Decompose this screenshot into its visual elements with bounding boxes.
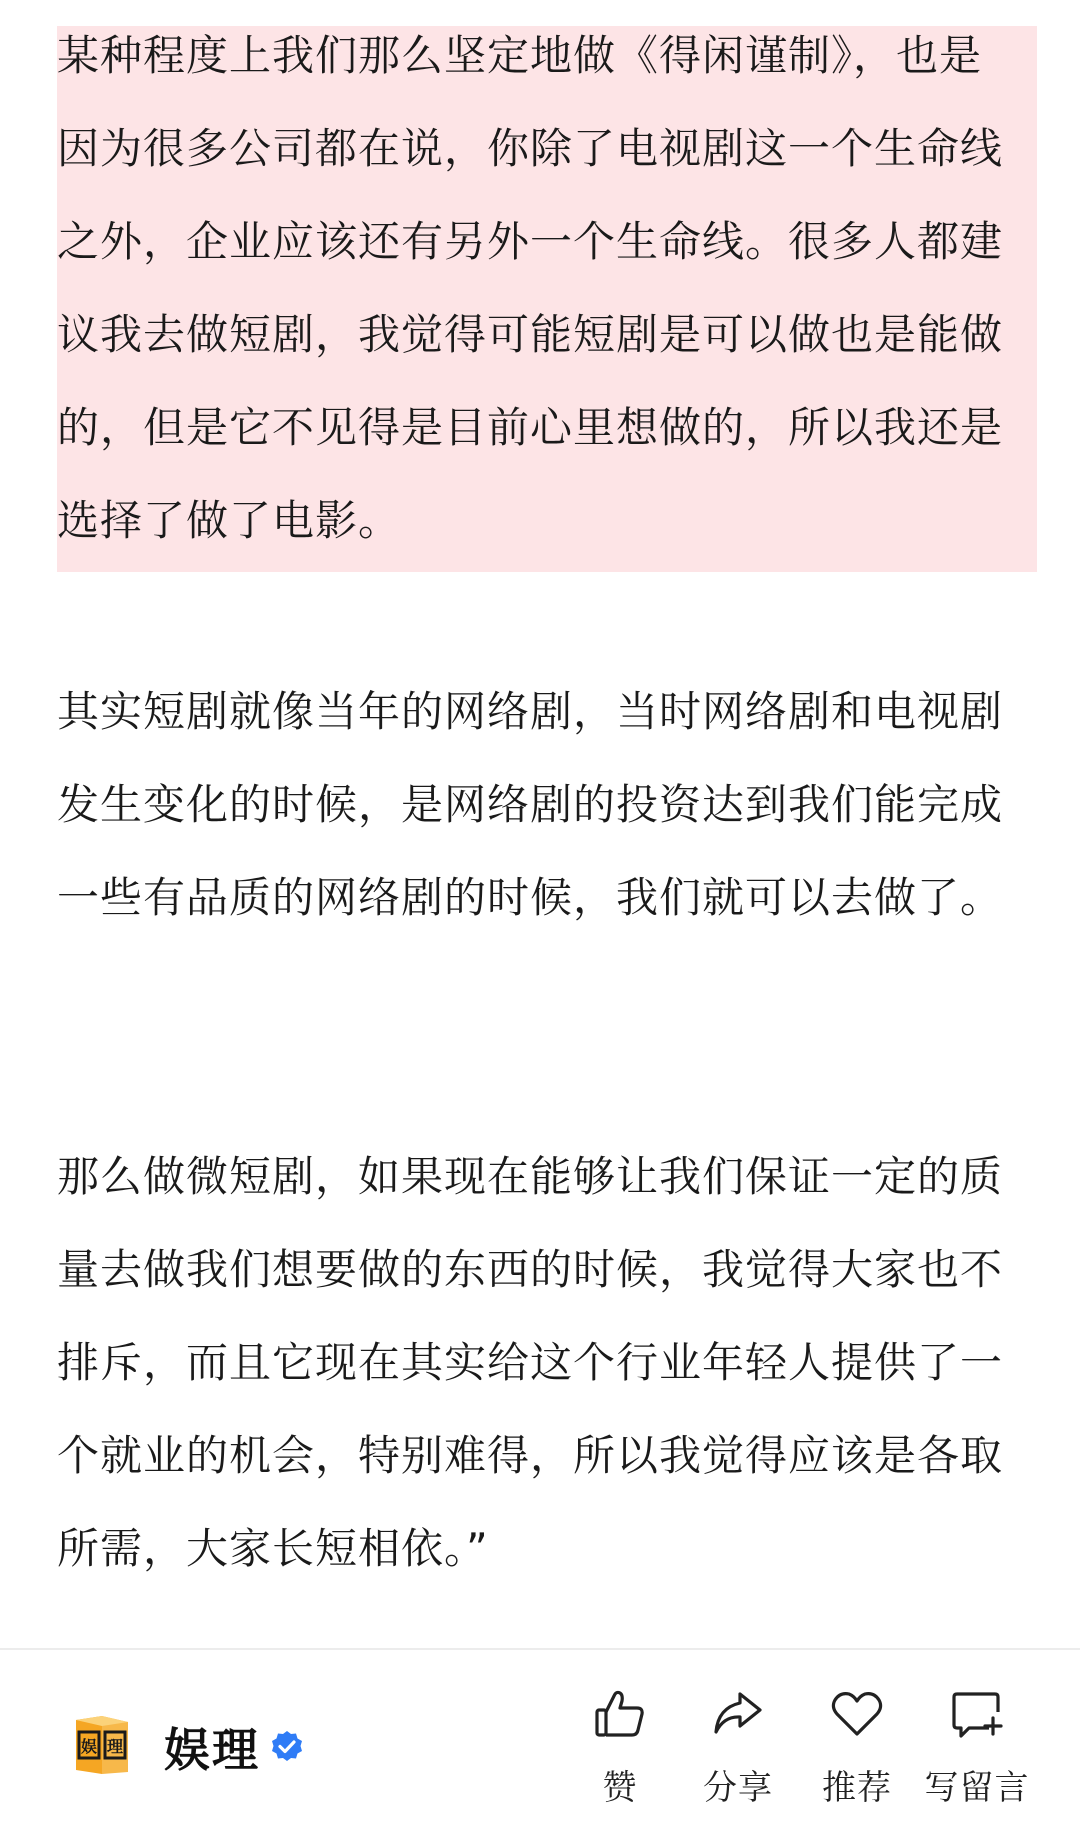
account-info[interactable]	[68, 1702, 304, 1792]
recommend-label: 推荐	[822, 1768, 892, 1808]
logo-mark	[68, 1714, 134, 1780]
thumbs-up-icon	[592, 1686, 648, 1742]
bottom-action-bar	[0, 1648, 1080, 1846]
action-group	[560, 1680, 1060, 1830]
article-paragraph-2: 其实短剧就像当年的网络剧，当时网络剧和电视剧发生变化的时候，是网络剧的投资达到我们能完成一些有品质的网络剧的时候，我们就可以去做了。	[57, 687, 1004, 922]
heart-icon	[829, 1686, 885, 1742]
write-comment-button[interactable]	[917, 1680, 1037, 1830]
article-paragraph-3: 那么做微短剧，如果现在能够让我们保证一定的质量去做我们想要做的东西的时候，我觉得大家也不排斥，而且它现在其实给这个行业年轻人提供了一个就业的机会，特别难得，所以我觉得应该是各取所需，大家长短相依。”	[57, 1152, 1004, 1573]
comment-plus-icon	[949, 1686, 1005, 1742]
logo-char-1: 娱	[80, 1737, 98, 1756]
article-paragraph-1: 某种程度上我们那么坚定地做《得闲谨制》，也是因为很多公司都在说，你除了电视剧这一个生命线之外，企业应该还有另外一个生命线。很多人都建议我去做短剧，我觉得可能短剧是可以做也是能做的，但是它不见得是目前心里想做的，所以我还是选择了做了电影。	[57, 31, 1004, 545]
share-label: 分享	[703, 1768, 773, 1808]
verified-badge-icon	[270, 1730, 304, 1764]
account-logo[interactable]	[68, 1714, 134, 1780]
account-name[interactable]: 娱理	[164, 1723, 260, 1777]
like-button[interactable]	[560, 1680, 680, 1830]
like-label: 赞	[602, 1768, 638, 1808]
logo-char-2: 理	[106, 1737, 124, 1756]
write-comment-label: 写留言	[924, 1768, 1030, 1808]
share-arrow-icon	[710, 1686, 766, 1742]
share-button[interactable]	[678, 1680, 798, 1830]
recommend-button[interactable]	[797, 1680, 917, 1830]
